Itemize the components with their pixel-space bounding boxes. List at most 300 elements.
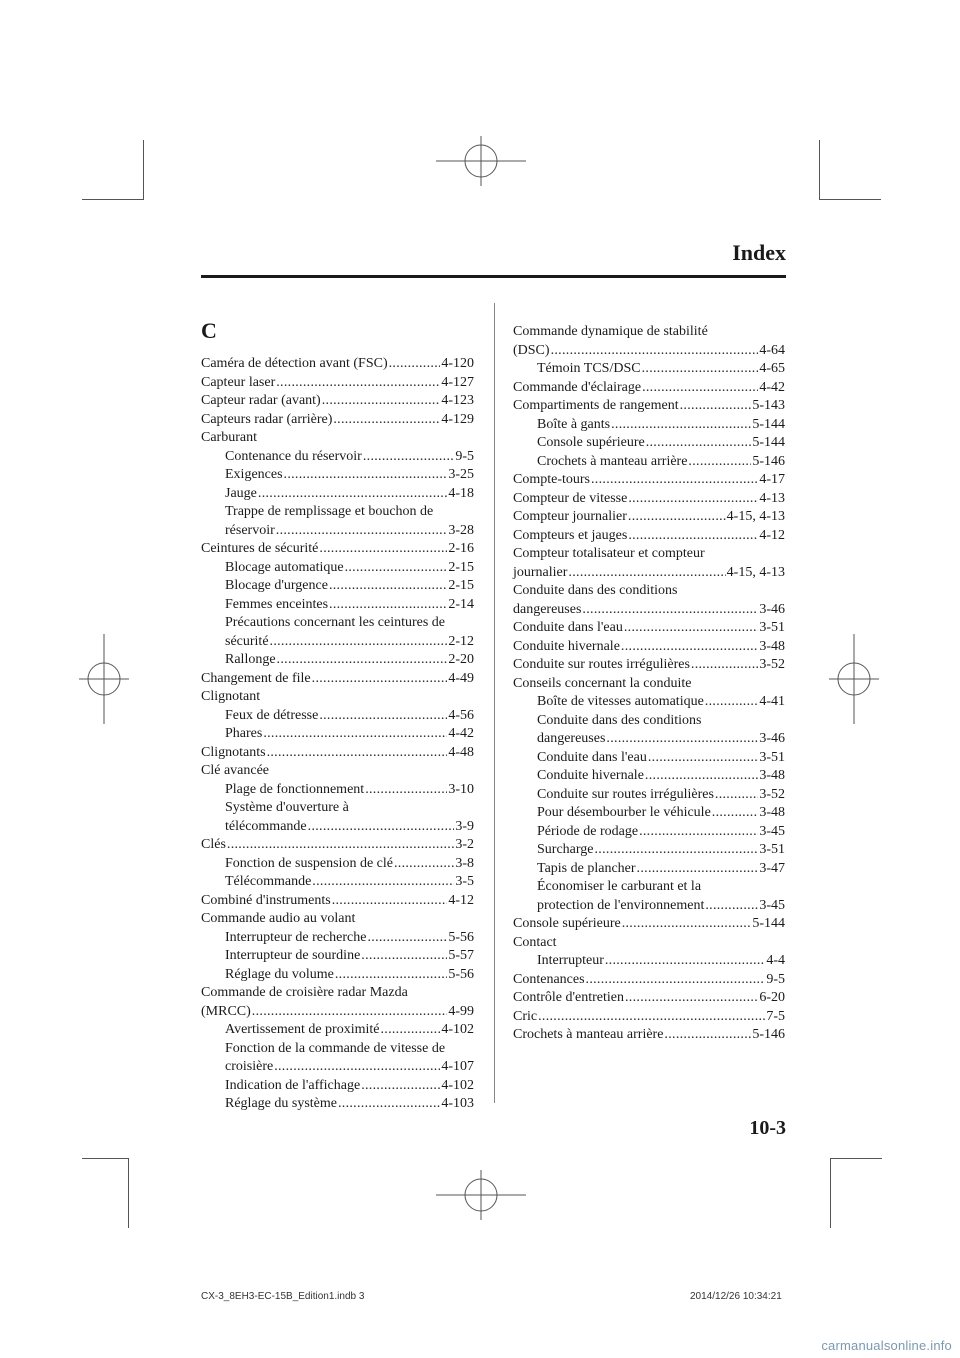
index-entry-page: 4-18	[448, 485, 474, 501]
dot-leader	[646, 434, 752, 453]
index-entry	[201, 984, 474, 1003]
column-divider	[494, 303, 495, 1103]
index-entry-page: 4-42	[759, 379, 785, 395]
index-entry	[513, 952, 785, 971]
index-entry-text: Économiser le carburant et la	[537, 879, 702, 894]
section-letter: C	[201, 318, 217, 343]
index-entry-page: 3-45	[759, 823, 785, 839]
index-entry-page: 4-120	[441, 356, 474, 371]
index-entry-text: Blocage d'urgence	[225, 578, 328, 593]
index-entry	[513, 915, 785, 934]
index-entry-page: 3-51	[759, 620, 785, 635]
index-entry-text: Compte-tours	[513, 472, 590, 487]
index-entry	[201, 688, 474, 707]
index-entry-page: 4-41	[759, 694, 785, 709]
index-entry-text: Console supérieure	[537, 435, 645, 450]
index-entry	[513, 471, 785, 490]
index-entry	[513, 582, 785, 601]
index-entry	[201, 392, 474, 411]
index-entry-text: Surcharge	[537, 842, 594, 857]
index-entry	[513, 1026, 785, 1045]
index-entry-text: Crochets à manteau arrière	[513, 1027, 664, 1042]
footer-file: CX-3_8EH3-EC-15B_Edition1.indb 3	[201, 1291, 365, 1302]
index-entry-page: 4-48	[448, 744, 474, 760]
index-entry-text: Conduite dans des conditions	[537, 712, 702, 728]
index-entry-page: 4-13	[759, 490, 785, 506]
index-entry-text: Exigences	[225, 467, 283, 482]
index-entry-text: Commande dynamique de stabilité	[513, 324, 708, 339]
index-entry-text: Jauge	[225, 485, 257, 501]
index-entry-text: Plage de fonctionnement	[225, 781, 365, 797]
index-entry-page: 3-9	[455, 818, 474, 834]
index-entry	[513, 619, 785, 638]
index-column-right	[513, 323, 785, 1045]
index-entry-text: réservoir	[225, 522, 275, 538]
index-entry-page: 3-48	[759, 768, 785, 783]
index-entry-text: Conduite hivernale	[537, 768, 644, 783]
index-entry	[201, 725, 474, 744]
dot-leader	[645, 767, 758, 786]
index-entry	[201, 892, 474, 911]
index-entry-page: 4-49	[448, 670, 474, 686]
registration-mark-right	[829, 634, 879, 724]
index-entry-page: 4-17	[759, 472, 785, 487]
dot-leader	[322, 392, 441, 411]
index-entry	[201, 781, 474, 800]
index-entry	[201, 355, 474, 374]
dot-leader	[625, 989, 758, 1008]
dot-leader	[365, 781, 447, 800]
index-entry-page: 4-129	[441, 411, 474, 427]
index-entry	[513, 934, 785, 953]
dot-leader	[622, 915, 752, 934]
dot-leader	[380, 1021, 440, 1040]
index-entry	[513, 675, 785, 694]
index-entry-text: télécommande	[225, 818, 307, 834]
index-entry-page: 4-15, 4-13	[726, 564, 785, 580]
index-entry	[201, 374, 474, 393]
index-entry-text: Cric	[513, 1008, 538, 1024]
index-entry	[513, 416, 785, 435]
index-entry	[513, 656, 785, 675]
watermark: carmanualsonline.info	[821, 1338, 952, 1353]
index-entry	[513, 490, 785, 509]
page-title: Index	[732, 240, 786, 265]
dot-leader	[332, 892, 448, 911]
index-entry-text: Boîte à gants	[537, 416, 611, 432]
index-entry	[513, 730, 785, 749]
dot-leader	[345, 559, 448, 578]
dot-leader	[705, 693, 759, 712]
dot-leader	[338, 1095, 440, 1114]
index-entry	[201, 651, 474, 670]
index-entry-text: Compteur totalisateur et compteur	[513, 546, 705, 561]
index-entry-page: 3-5	[455, 874, 474, 889]
index-entry-page: 4-123	[441, 393, 474, 408]
dot-leader	[637, 860, 759, 879]
dot-leader	[628, 508, 726, 527]
dot-leader	[274, 1058, 440, 1077]
index-entry-page: 3-28	[448, 522, 474, 538]
index-entry-page: 4-127	[441, 374, 474, 390]
index-entry	[201, 614, 474, 633]
dot-leader	[538, 1008, 765, 1027]
index-entry	[513, 712, 785, 731]
header-rule	[201, 275, 786, 278]
index-entry-text: Période de rodage	[537, 823, 639, 839]
index-entry	[201, 1021, 474, 1040]
index-entry	[201, 633, 474, 652]
index-entry-text: dangereuses	[513, 601, 582, 617]
index-entry-text: Compartiments de rangement	[513, 398, 679, 413]
index-entry	[513, 860, 785, 879]
dot-leader	[329, 596, 447, 615]
index-entry-page: 2-15	[448, 578, 474, 593]
index-entry-text: Capteur laser	[201, 374, 276, 390]
index-entry-page: 3-51	[759, 842, 785, 857]
index-entry-page: 2-15	[448, 559, 474, 575]
index-entry-page: 5-57	[448, 948, 474, 963]
registration-mark-top	[436, 136, 526, 186]
index-column-left	[201, 355, 474, 1114]
dot-leader	[276, 374, 440, 393]
index-entry	[513, 360, 785, 379]
dot-leader	[664, 1026, 751, 1045]
dot-leader	[611, 416, 751, 435]
dot-leader	[582, 601, 758, 620]
dot-leader	[389, 355, 441, 374]
index-entry-text: sécurité	[225, 633, 269, 649]
index-entry-page: 9-5	[455, 448, 474, 464]
index-entry-text: Contrôle d'entretien	[513, 990, 624, 1005]
dot-leader	[267, 744, 448, 763]
dot-leader	[648, 749, 758, 768]
index-entry-text: Compteur journalier	[513, 509, 627, 524]
index-entry-page: 4-4	[766, 953, 785, 968]
dot-leader	[270, 633, 448, 652]
index-entry	[513, 397, 785, 416]
index-entry-page: 5-144	[752, 435, 785, 450]
index-entry-text: Interrupteur de recherche	[225, 929, 367, 945]
index-entry	[201, 1040, 474, 1059]
index-entry	[201, 448, 474, 467]
index-entry-text: Trappe de remplissage et bouchon de	[225, 504, 434, 519]
index-entry-text: Interrupteur de sourdine	[225, 948, 361, 963]
index-entry-text: croisière	[225, 1059, 274, 1074]
dot-leader	[712, 804, 759, 823]
index-entry-page: 4-102	[441, 1077, 474, 1093]
index-entry-page: 3-10	[448, 781, 474, 797]
index-entry-text: Contact	[513, 934, 557, 950]
index-entry	[513, 453, 785, 472]
index-entry-text: Clé avancée	[201, 763, 270, 778]
index-entry-page: 5-146	[752, 1027, 785, 1042]
index-entry	[513, 564, 785, 583]
index-entry-text: Témoin TCS/DSC	[537, 361, 641, 376]
index-entry-page: 2-12	[448, 633, 474, 649]
dot-leader	[688, 453, 751, 472]
index-entry	[201, 947, 474, 966]
dot-leader	[308, 818, 455, 837]
dot-leader	[363, 448, 454, 467]
dot-leader	[361, 947, 447, 966]
index-entry-page: 3-51	[759, 749, 785, 765]
dot-leader	[335, 966, 447, 985]
index-entry-text: (MRCC)	[201, 1003, 251, 1019]
dot-leader	[628, 490, 758, 509]
dot-leader	[595, 841, 759, 860]
index-entry	[513, 786, 785, 805]
index-entry	[513, 342, 785, 361]
dot-leader	[227, 836, 454, 855]
index-entry-page: 3-45	[759, 897, 785, 913]
index-entry	[201, 503, 474, 522]
index-entry-text: Conduite hivernale	[513, 638, 620, 654]
index-entry-page: 3-46	[759, 731, 785, 746]
index-entry-text: protection de l'environnement	[537, 897, 705, 913]
index-entry-text: Phares	[225, 726, 263, 741]
index-entry-page: 3-52	[759, 786, 785, 802]
index-entry	[513, 638, 785, 657]
index-entry	[201, 670, 474, 689]
dot-leader	[312, 670, 448, 689]
index-entry	[513, 527, 785, 546]
index-entry-text: (DSC)	[513, 342, 550, 358]
index-entry	[513, 379, 785, 398]
index-entry-text: Carburant	[201, 430, 257, 445]
index-entry	[201, 559, 474, 578]
index-entry	[201, 466, 474, 485]
index-entry-text: Conduite sur routes irrégulières	[513, 657, 690, 672]
index-entry-page: 5-56	[448, 929, 474, 945]
index-entry	[201, 762, 474, 781]
dot-leader	[624, 619, 758, 638]
index-entry-text: Conduite dans l'eau	[537, 749, 647, 765]
dot-leader	[319, 707, 447, 726]
dot-leader	[628, 527, 758, 546]
index-entry-text: Conduite sur routes irrégulières	[537, 786, 714, 802]
index-entry-page: 4-65	[759, 361, 785, 376]
index-entry	[513, 804, 785, 823]
index-entry	[513, 823, 785, 842]
index-entry-page: 2-14	[448, 596, 474, 612]
index-entry	[513, 508, 785, 527]
index-entry-text: Interrupteur	[537, 953, 604, 968]
dot-leader	[691, 656, 758, 675]
index-entry-text: Clignotants	[201, 744, 266, 760]
dot-leader	[319, 540, 447, 559]
dot-leader	[277, 651, 448, 670]
index-entry-page: 4-103	[441, 1096, 474, 1111]
index-entry	[201, 540, 474, 559]
index-entry-page: 3-47	[759, 860, 785, 876]
index-entry	[513, 601, 785, 620]
index-entry	[201, 855, 474, 874]
index-entry-page: 4-12	[759, 527, 785, 543]
index-entry-text: Compteur de vitesse	[513, 490, 628, 506]
index-entry-page: 5-143	[752, 398, 785, 413]
index-entry-page: 9-5	[766, 971, 785, 987]
dot-leader	[284, 466, 448, 485]
index-entry	[513, 878, 785, 897]
index-entry-page: 3-52	[759, 657, 785, 672]
index-entry	[201, 873, 474, 892]
index-entry-page: 4-102	[441, 1022, 474, 1037]
index-entry-text: Contenances	[513, 971, 585, 987]
index-entry-text: Compteurs et jauges	[513, 527, 628, 543]
dot-leader	[680, 397, 752, 416]
dot-leader	[639, 823, 758, 842]
index-entry-text: Blocage automatique	[225, 559, 344, 575]
index-entry	[513, 971, 785, 990]
index-entry	[513, 989, 785, 1008]
dot-leader	[606, 730, 758, 749]
index-entry-page: 4-12	[448, 892, 474, 908]
index-entry-text: Pour désembourber le véhicule	[537, 805, 711, 820]
index-entry	[513, 897, 785, 916]
index-entry	[201, 836, 474, 855]
index-entry-page: 5-144	[752, 916, 785, 931]
index-entry-text: Tapis de plancher	[537, 860, 636, 876]
index-entry-text: Boîte de vitesses automatique	[537, 694, 704, 709]
index-entry-page: 3-48	[759, 638, 785, 654]
index-entry-text: Conduite dans des conditions	[513, 583, 678, 598]
page-number: 10-3	[749, 1117, 786, 1139]
index-entry-text: Fonction de la commande de vitesse de	[225, 1040, 446, 1056]
index-entry-text: Console supérieure	[513, 916, 621, 931]
index-entry-text: Combiné d'instruments	[201, 892, 331, 908]
index-entry-text: Changement de file	[201, 670, 311, 686]
index-entry-text: Réglage du système	[225, 1096, 337, 1111]
index-entry-text: Crochets à manteau arrière	[537, 453, 688, 469]
index-entry-text: Contenance du réservoir	[225, 448, 362, 464]
index-entry-text: Caméra de détection avant (FSC)	[201, 356, 388, 371]
index-entry-text: journalier	[513, 564, 568, 580]
dot-leader	[621, 638, 758, 657]
dot-leader	[263, 725, 447, 744]
index-entry-text: Commande d'éclairage	[513, 379, 642, 395]
dot-leader	[551, 342, 759, 361]
footer-timestamp: 2014/12/26 10:34:21	[690, 1291, 782, 1302]
dot-leader	[586, 971, 766, 990]
index-entry-page: 6-20	[759, 990, 785, 1005]
index-entry-page: 4-42	[448, 726, 474, 741]
dot-leader	[591, 471, 758, 490]
index-entry-text: Clés	[201, 837, 226, 852]
index-entry-text: Feux de détresse	[225, 707, 319, 723]
dot-leader	[252, 1003, 448, 1022]
dot-leader	[394, 855, 454, 874]
index-entry	[513, 767, 785, 786]
index-entry	[201, 1003, 474, 1022]
index-entry-page: 4-64	[759, 342, 785, 358]
dot-leader	[333, 411, 440, 430]
index-entry-text: Femmes enceintes	[225, 596, 329, 612]
dot-leader	[605, 952, 765, 971]
index-entry	[201, 966, 474, 985]
index-entry-text: Système d'ouverture à	[225, 800, 349, 815]
index-entry	[201, 799, 474, 818]
index-entry	[201, 1095, 474, 1114]
index-entry-text: Conseils concernant la conduite	[513, 675, 692, 691]
index-entry-page: 4-107	[441, 1059, 474, 1074]
dot-leader	[312, 873, 454, 892]
dot-leader	[361, 1077, 440, 1096]
dot-leader	[705, 897, 758, 916]
index-entry-page: 2-16	[448, 541, 474, 556]
index-entry-text: Capteur radar (avant)	[201, 393, 321, 408]
index-entry	[513, 323, 785, 342]
index-entry-page: 4-56	[448, 707, 474, 723]
dot-leader	[642, 360, 759, 379]
index-entry-page: 3-48	[759, 805, 785, 820]
dot-leader	[276, 522, 448, 541]
index-entry	[513, 434, 785, 453]
index-entry-page: 4-15, 4-13	[726, 509, 785, 524]
dot-leader	[367, 929, 447, 948]
index-entry	[201, 522, 474, 541]
index-entry	[201, 1077, 474, 1096]
index-entry	[201, 1058, 474, 1077]
index-entry-text: Fonction de suspension de clé	[225, 855, 393, 871]
index-entry	[201, 411, 474, 430]
index-entry-text: dangereuses	[537, 731, 606, 746]
index-entry-page: 3-25	[448, 467, 474, 482]
index-entry-text: Conduite dans l'eau	[513, 620, 623, 635]
registration-mark-bottom	[436, 1170, 526, 1220]
index-entry-text: Commande de croisière radar Mazda	[201, 985, 408, 1000]
index-entry-page: 2-20	[448, 652, 474, 667]
index-entry-text: Commande audio au volant	[201, 911, 356, 926]
index-entry	[201, 744, 474, 763]
index-entry	[513, 693, 785, 712]
index-entry-page: 3-8	[455, 855, 474, 871]
index-entry-page: 3-2	[455, 837, 474, 852]
index-entry	[513, 841, 785, 860]
index-entry	[201, 910, 474, 929]
index-entry	[201, 707, 474, 726]
registration-mark-left	[79, 634, 129, 724]
index-entry	[201, 577, 474, 596]
index-entry-text: Indication de l'affichage	[225, 1077, 361, 1093]
dot-leader	[329, 577, 447, 596]
index-entry-text: Avertissement de proximité	[225, 1022, 380, 1037]
index-entry-text: Capteurs radar (arrière)	[201, 411, 333, 427]
index-entry-page: 5-56	[448, 966, 474, 982]
index-entry	[201, 429, 474, 448]
index-entry	[201, 929, 474, 948]
dot-leader	[568, 564, 725, 583]
dot-leader	[642, 379, 758, 398]
index-entry-text: Précautions concernant les ceintures de	[225, 615, 446, 630]
index-entry-text: Ceintures de sécurité	[201, 541, 319, 556]
index-entry-page: 3-46	[759, 601, 785, 617]
index-entry	[513, 749, 785, 768]
index-entry-text: Clignotant	[201, 689, 261, 704]
index-entry-page: 4-99	[448, 1003, 474, 1019]
index-entry	[201, 818, 474, 837]
index-entry	[201, 596, 474, 615]
dot-leader	[715, 786, 758, 805]
index-entry-page: 7-5	[766, 1008, 785, 1024]
index-entry-text: Réglage du volume	[225, 966, 334, 982]
index-entry-page: 5-144	[752, 416, 785, 432]
index-entry	[513, 545, 785, 564]
index-entry-page: 5-146	[752, 453, 785, 469]
dot-leader	[258, 485, 447, 504]
index-entry	[513, 1008, 785, 1027]
index-entry-text: Rallonge	[225, 652, 276, 667]
